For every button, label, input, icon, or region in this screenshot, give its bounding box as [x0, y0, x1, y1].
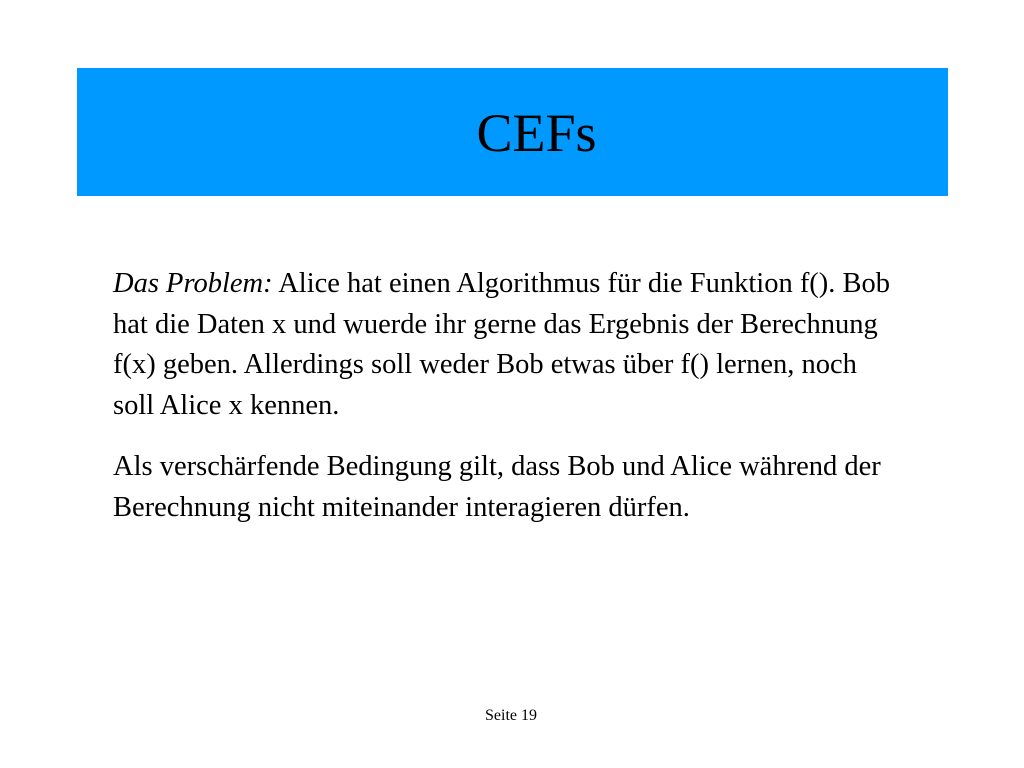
slide-body	[113, 264, 903, 528]
problem-paragraph	[113, 264, 903, 426]
slide-title: CEFs	[476, 103, 597, 163]
page-number-footer	[0, 707, 1024, 725]
problem-lead: Das Problem:	[113, 268, 273, 299]
condition-paragraph: Als verschärfende Bedingung gilt, dass Bob und Alice während der Berechnung nicht miteinander interagieren dürfen.	[113, 451, 881, 523]
title-bar	[77, 68, 948, 196]
page-number: Seite 19	[485, 707, 537, 724]
problem-text: Alice hat einen Algorithmus für die Funktion f(). Bob hat die Daten x und wuerde ihr gerne das Ergebnis der Berechnung f(x) geben. Allerdings soll weder Bob etwas über f() lernen, noch soll Alice x kennen.	[113, 268, 891, 421]
